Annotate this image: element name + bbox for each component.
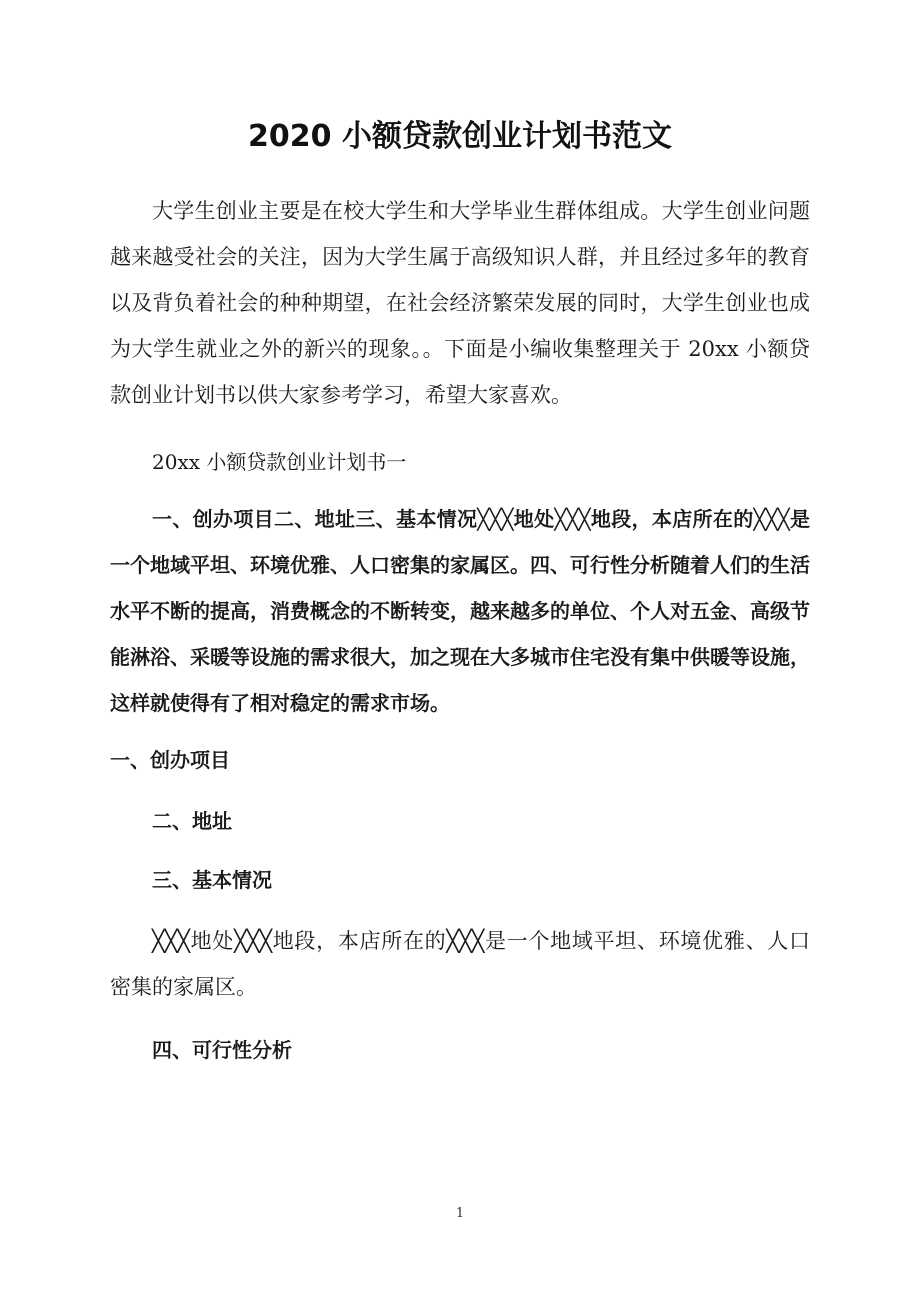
section-title: 20xx 小额贷款创业计划书一 [152,450,407,474]
heading-address: 二、地址 [152,809,232,833]
heading-basic-info: 三、基本情况 [152,868,272,892]
document-title: 2020 小额贷款创业计划书范文 [248,119,672,154]
heading-feasibility: 四、可行性分析 [152,1038,292,1062]
heading-create-project: 一、创办项目 [110,748,230,772]
bold-paragraph: 一、创办项目二、地址三、基本情况╳╳╳地处╳╳╳地段，本店所在的╳╳╳是一个地域平坦、环境优雅、人口密集的家属区。四、可行性分析随着人们的生活水平不断的提高，消费概念的不断转变，越来越多的单位、个人对五金、高级节能淋浴、采暖等设施的需求很大，加之现在大多城市住宅没有集中供暖等设施，这样就使得有了相对稳定的需求市场。 [110,507,810,715]
basic-info-paragraph: ╳╳╳地处╳╳╳地段，本店所在的╳╳╳是一个地域平坦、环境优雅、人口密集的家属区。 [110,929,810,999]
page-number: 1 [455,1206,465,1221]
intro-paragraph: 大学生创业主要是在校大学生和大学毕业生群体组成。大学生创业问题越来越受社会的关注，因为大学生属于高级知识人群，并且经过多年的教育以及背负着社会的种种期望，在社会经济繁荣发展的同时，大学生创业也成为大学生就业之外的新兴的现象。。下面是小编收集整理关于 20xx 小额贷款创业计划书以供大家参考学习，希望大家喜欢。 [110,199,810,407]
